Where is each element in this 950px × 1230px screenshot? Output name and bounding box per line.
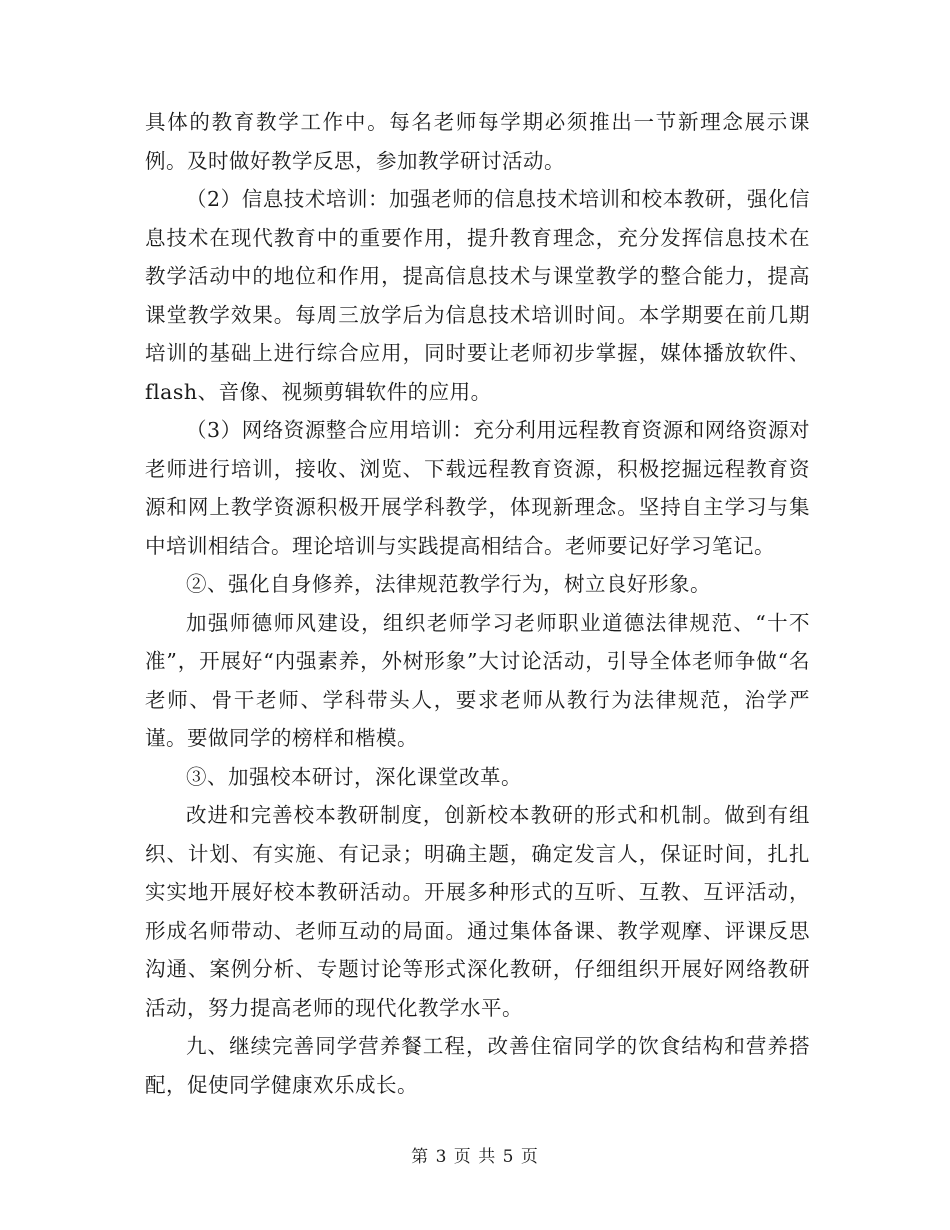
page-number-footer: 第 3 页 共 5 页 — [411, 1147, 539, 1167]
paragraph: 具体的教育教学工作中。每名老师每学期必须推出一节新理念展示课例。及时做好教学反思，参加教学研讨活动。 — [145, 110, 810, 173]
paragraph: （2）信息技术培训：加强老师的信息技术培训和校本教研，强化信息技术在现代教育中的重要作用，提升教育理念，充分发挥信息技术在教学活动中的地位和作用，提高信息技术与课堂教学的整合能力，提高课堂教学效果。每周三放学后为信息技术培训时间。本学期要在前几期培训的基础上进行综合应用，同时要让老师初步掌握，媒体播放软件、flash、音像、视频剪辑软件的应用。 — [145, 187, 810, 404]
paragraph: 九、继续完善同学营养餐工程，改善住宿同学的饮食结构和营养搭配，促使同学健康欢乐成长。 — [145, 1034, 810, 1097]
paragraph: 加强师德师风建设，组织老师学习老师职业道德法律规范、“十不准”，开展好“内强素养，外树形象”大讨论活动，引导全体老师争做“名老师、骨干老师、学科带头人，要求老师从教行为法律规范，治学严谨。要做同学的榜样和楷模。 — [145, 610, 810, 750]
paragraph: （3）网络资源整合应用培训：充分利用远程教育资源和网络资源对老师进行培训，接收、浏览、下载远程教育资源，积极挖掘远程教育资源和网上教学资源积极开展学科教学，体现新理念。坚持自主学习与集中培训相结合。理论培训与实践提高相结合。老师要记好学习笔记。 — [145, 418, 810, 558]
paragraph: 改进和完善校本教研制度，创新校本教研的形式和机制。做到有组织、计划、有实施、有记录；明确主题，确定发言人，保证时间，扎扎实实地开展好校本教研活动。开展多种形式的互听、互教、互评活动，形成名师带动、老师互动的局面。通过集体备课、教学观摩、评课反思沟通、案例分析、专题讨论等形式深化教研，仔细组织开展好网络教研活动，努力提高老师的现代化教学水平。 — [145, 803, 810, 1020]
paragraph: ②、强化自身修养，法律规范教学行为，树立良好形象。 — [186, 572, 711, 596]
paragraph: ③、加强校本研讨，深化课堂改革。 — [186, 764, 522, 789]
document-body — [145, 103, 810, 1104]
